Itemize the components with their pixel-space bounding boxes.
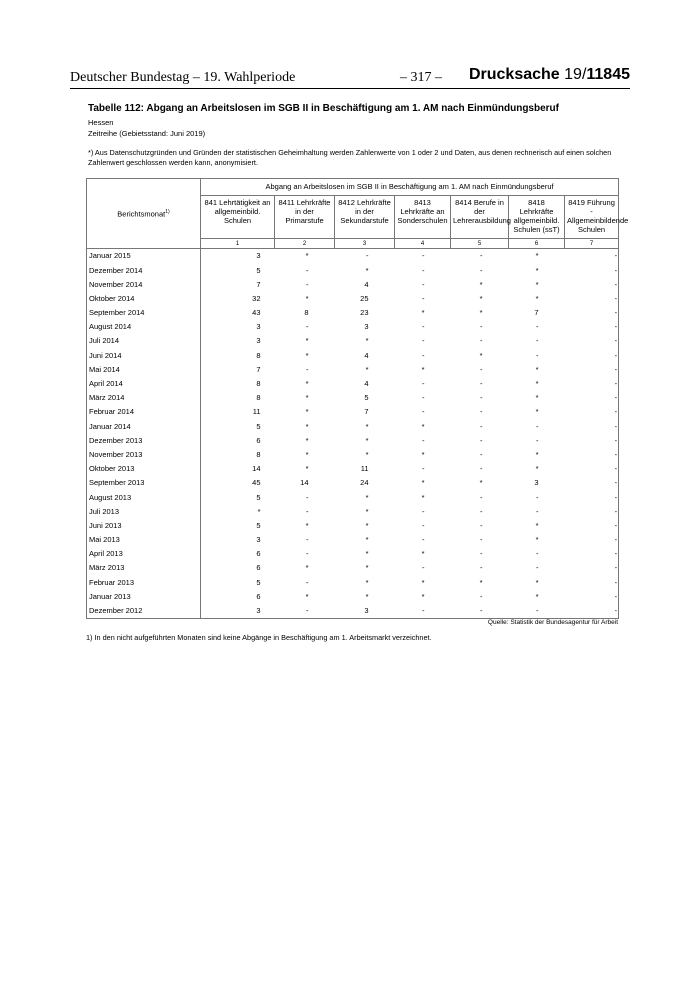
cell-value: 7 <box>256 279 261 289</box>
cell-value: 14 <box>300 478 309 488</box>
group-header: Abgang an Arbeitslosen im SGB II in Beschäftigung am 1. AM nach Einmündungsberuf <box>201 179 619 196</box>
cell-value: - <box>565 405 619 419</box>
row-month: Februar 2013 <box>87 575 201 589</box>
cell-value: 6 <box>256 563 261 573</box>
column-index: 5 <box>451 239 509 249</box>
table-row <box>87 604 619 619</box>
cell-value: 5 <box>364 393 369 403</box>
table-row <box>87 490 619 504</box>
cell-value: * <box>421 449 425 459</box>
table-row <box>87 561 619 575</box>
cell-value: - <box>565 391 619 405</box>
cell-value: - <box>480 251 483 261</box>
cell-value: * <box>365 577 369 587</box>
cell-value: - <box>480 336 483 346</box>
source-note: Quelle: Statistik der Bundesagentur für Arbeit <box>487 619 618 626</box>
cell-value: * <box>421 549 425 559</box>
row-month: April 2014 <box>87 377 201 391</box>
row-month: September 2013 <box>87 476 201 490</box>
cell-value: - <box>422 407 425 417</box>
cell-value: 25 <box>360 293 369 303</box>
table-row <box>87 433 619 447</box>
cell-value: * <box>535 449 539 459</box>
cell-value: - <box>565 263 619 277</box>
column-header: 8418 Lehrkräfte allgemeinbild. Schulen (ssT) <box>509 196 565 239</box>
header-drucksache-label: Drucksache <box>468 66 560 83</box>
cell-value: - <box>306 364 309 374</box>
table-row <box>87 419 619 433</box>
column-index: 7 <box>565 239 619 249</box>
cell-value: * <box>305 435 309 445</box>
table-row <box>87 277 619 291</box>
cell-value: 4 <box>364 350 369 360</box>
cell-value: - <box>480 407 483 417</box>
cell-value: * <box>365 549 369 559</box>
cell-value: - <box>422 464 425 474</box>
cell-value: * <box>365 591 369 601</box>
cell-value: 3 <box>534 478 539 488</box>
cell-value: 11 <box>252 407 261 417</box>
cell-value: - <box>395 604 451 619</box>
cell-value: * <box>305 421 309 431</box>
cell-value: - <box>366 251 369 261</box>
cell-value: 43 <box>252 308 261 318</box>
cell-value: 5 <box>256 421 261 431</box>
cell-value: 6 <box>256 435 261 445</box>
cell-value: * <box>479 279 483 289</box>
cell-value: * <box>535 577 539 587</box>
cell-value: - <box>565 504 619 518</box>
table-row <box>87 405 619 419</box>
cell-value: 6 <box>256 549 261 559</box>
cell-value: - <box>422 322 425 332</box>
cell-value: - <box>536 492 539 502</box>
cell-value: - <box>451 604 509 619</box>
cell-value: - <box>422 393 425 403</box>
cell-value: 7 <box>364 407 369 417</box>
column-index: 2 <box>275 239 335 249</box>
cell-value: - <box>536 322 539 332</box>
cell-value: 5 <box>256 520 261 530</box>
table-title: Tabelle 112: Abgang an Arbeitslosen im SGB II in Beschäftigung am 1. AM nach Einmündungsberuf <box>88 103 559 114</box>
row-month: März 2013 <box>87 561 201 575</box>
cell-value: 32 <box>252 293 261 303</box>
cell-value: * <box>365 265 369 275</box>
table-body <box>87 249 619 619</box>
cell-value: * <box>305 563 309 573</box>
cell-value: - <box>565 533 619 547</box>
cell-value: * <box>535 535 539 545</box>
column-index: 1 <box>201 239 275 249</box>
table-row <box>87 519 619 533</box>
cell-value: * <box>305 293 309 303</box>
cell-value: 5 <box>256 265 261 275</box>
cell-value: - <box>565 433 619 447</box>
footnote: 1) In den nicht aufgeführten Monaten sind keine Abgänge in Beschäftigung am 1. Arbeitsmarkt verzeichnet. <box>86 633 432 642</box>
cell-value: - <box>480 265 483 275</box>
cell-value: - <box>480 464 483 474</box>
table-row <box>87 320 619 334</box>
cell-value: - <box>536 435 539 445</box>
cell-value: * <box>535 591 539 601</box>
table-row <box>87 575 619 589</box>
cell-value: - <box>480 492 483 502</box>
row-month: November 2013 <box>87 448 201 462</box>
row-month: November 2014 <box>87 277 201 291</box>
cell-value: - <box>536 350 539 360</box>
cell-value: - <box>306 577 309 587</box>
table-row <box>87 363 619 377</box>
cell-value: - <box>422 350 425 360</box>
cell-value: - <box>565 377 619 391</box>
row-month: Mai 2014 <box>87 363 201 377</box>
cell-value: * <box>535 464 539 474</box>
cell-value: * <box>305 520 309 530</box>
cell-value: * <box>421 364 425 374</box>
table-row <box>87 462 619 476</box>
cell-value: * <box>305 336 309 346</box>
cell-value: * <box>421 492 425 502</box>
cell-value: * <box>479 478 483 488</box>
cell-value: - <box>565 292 619 306</box>
cell-value: * <box>535 520 539 530</box>
cell-value: * <box>421 577 425 587</box>
cell-value: - <box>509 604 565 619</box>
cell-value: - <box>565 561 619 575</box>
cell-value: * <box>365 492 369 502</box>
row-month: August 2013 <box>87 490 201 504</box>
row-header-footnote-mark: 1) <box>165 208 170 215</box>
cell-value: - <box>565 604 619 619</box>
cell-value: 8 <box>256 350 261 360</box>
cell-value: - <box>306 506 309 516</box>
row-month: Oktober 2014 <box>87 292 201 306</box>
table-row <box>87 448 619 462</box>
cell-value: - <box>565 476 619 490</box>
cell-value: 4 <box>364 279 369 289</box>
table-row <box>87 306 619 320</box>
table-row <box>87 292 619 306</box>
cell-value: 3 <box>256 535 261 545</box>
table-row <box>87 334 619 348</box>
cell-value: - <box>565 448 619 462</box>
column-index: 6 <box>509 239 565 249</box>
cell-value: - <box>565 590 619 604</box>
cell-value: - <box>480 393 483 403</box>
cell-value: - <box>565 334 619 348</box>
cell-value: - <box>565 419 619 433</box>
cell-value: 8 <box>304 308 309 318</box>
table-row <box>87 249 619 264</box>
cell-value: - <box>306 322 309 332</box>
row-month: Oktober 2013 <box>87 462 201 476</box>
cell-value: - <box>565 277 619 291</box>
cell-value: - <box>565 462 619 476</box>
cell-value: - <box>422 293 425 303</box>
cell-value: - <box>565 363 619 377</box>
row-month: Dezember 2013 <box>87 433 201 447</box>
cell-value: * <box>365 435 369 445</box>
header-drucksache-number: 11845 <box>586 66 630 83</box>
cell-value: 5 <box>256 492 261 502</box>
cell-value: * <box>479 308 483 318</box>
cell-value: * <box>421 308 425 318</box>
cell-value: - <box>306 265 309 275</box>
table-row <box>87 476 619 490</box>
cell-value: 14 <box>252 464 261 474</box>
table-row <box>87 590 619 604</box>
cell-value: * <box>365 520 369 530</box>
cell-value: - <box>536 506 539 516</box>
row-month: Januar 2013 <box>87 590 201 604</box>
cell-value: - <box>422 535 425 545</box>
region-label: Hessen <box>88 118 114 127</box>
cell-value: - <box>480 364 483 374</box>
row-month: April 2013 <box>87 547 201 561</box>
cell-value: - <box>565 547 619 561</box>
cell-value: * <box>305 251 309 261</box>
cell-value: * <box>305 407 309 417</box>
cell-value: - <box>306 535 309 545</box>
cell-value: * <box>421 478 425 488</box>
cell-value: 8 <box>256 379 261 389</box>
cell-value: * <box>365 421 369 431</box>
cell-value: - <box>422 506 425 516</box>
cell-value: - <box>565 575 619 589</box>
header-drucksache-period: 19/ <box>564 66 587 83</box>
cell-value: 23 <box>360 308 369 318</box>
row-month: Dezember 2012 <box>87 604 201 619</box>
row-header-label: Berichtsmonat <box>117 209 166 218</box>
cell-value: - <box>480 449 483 459</box>
cell-value: * <box>479 350 483 360</box>
column-header: 8419 Führung - Allgemeinbildende Schulen <box>565 196 619 239</box>
cell-value: * <box>479 577 483 587</box>
cell-value: 6 <box>256 591 261 601</box>
cell-value: - <box>565 249 619 264</box>
column-header: 8414 Berufe in der Lehrerausbildung <box>451 196 509 239</box>
cell-value: - <box>422 265 425 275</box>
cell-value: * <box>421 421 425 431</box>
header-publication: Deutscher Bundestag – 19. Wahlperiode <box>70 70 296 85</box>
table-row <box>87 504 619 518</box>
table-row <box>87 348 619 362</box>
row-month: Juli 2013 <box>87 504 201 518</box>
cell-value: - <box>306 492 309 502</box>
column-header: 841 Lehrtätigkeit an allgemeinbild. Schulen <box>201 196 275 239</box>
header-page-number: – 317 – <box>400 70 442 85</box>
cell-value: 3 <box>335 604 395 619</box>
row-month: Juni 2014 <box>87 348 201 362</box>
cell-value: - <box>306 549 309 559</box>
table-row <box>87 533 619 547</box>
cell-value: 8 <box>256 393 261 403</box>
cell-value: - <box>480 322 483 332</box>
cell-value: * <box>365 364 369 374</box>
cell-value: * <box>535 393 539 403</box>
cell-value: - <box>536 563 539 573</box>
cell-value: 3 <box>201 604 275 619</box>
cell-value: * <box>365 449 369 459</box>
row-month: Mai 2013 <box>87 533 201 547</box>
row-month: Dezember 2014 <box>87 263 201 277</box>
cell-value: 3 <box>364 322 369 332</box>
cell-value: - <box>275 604 335 619</box>
cell-value: * <box>305 449 309 459</box>
column-index: 3 <box>335 239 395 249</box>
row-month: September 2014 <box>87 306 201 320</box>
cell-value: - <box>565 306 619 320</box>
cell-value: - <box>480 421 483 431</box>
row-month: Januar 2014 <box>87 419 201 433</box>
cell-value: * <box>305 591 309 601</box>
cell-value: 3 <box>256 251 261 261</box>
cell-value: * <box>257 506 261 516</box>
cell-value: * <box>305 393 309 403</box>
table-row <box>87 377 619 391</box>
cell-value: * <box>535 379 539 389</box>
column-header: 8413 Lehrkräfte an Sonderschulen <box>395 196 451 239</box>
cell-value: * <box>305 379 309 389</box>
cell-value: * <box>365 563 369 573</box>
cell-value: 7 <box>256 364 261 374</box>
cell-value: * <box>305 464 309 474</box>
page-header <box>70 66 630 89</box>
row-month: Januar 2015 <box>87 249 201 264</box>
table-row <box>87 263 619 277</box>
cell-value: 8 <box>256 449 261 459</box>
cell-value: - <box>422 279 425 289</box>
table-row <box>87 391 619 405</box>
row-month: Juli 2014 <box>87 334 201 348</box>
cell-value: - <box>480 563 483 573</box>
cell-value: * <box>535 293 539 303</box>
cell-value: - <box>480 435 483 445</box>
cell-value: - <box>536 336 539 346</box>
cell-value: 7 <box>534 308 539 318</box>
row-month: Juni 2013 <box>87 519 201 533</box>
row-month: Februar 2014 <box>87 405 201 419</box>
anonymization-note: *) Aus Datenschutzgründen und Gründen der statistischen Geheimhaltung werden Zahlenwerte von 1 oder 2 und Daten, aus denen rechnerisch auf einen solchen Zahlenwert geschlossen werden kann, anonymisiert. <box>88 148 612 167</box>
row-header <box>87 179 201 249</box>
cell-value: 45 <box>252 478 261 488</box>
cell-value: * <box>535 364 539 374</box>
cell-value: - <box>422 336 425 346</box>
cell-value: - <box>565 320 619 334</box>
cell-value: - <box>536 421 539 431</box>
cell-value: - <box>536 549 539 559</box>
cell-value: 3 <box>256 322 261 332</box>
cell-value: * <box>365 535 369 545</box>
cell-value: 3 <box>256 336 261 346</box>
zeitreihe-label: Zeitreihe (Gebietsstand: Juni 2019) <box>88 129 206 138</box>
data-table <box>86 178 629 619</box>
cell-value: - <box>422 251 425 261</box>
column-header: 8412 Lehrkräfte in der Sekundarstufe <box>335 196 395 239</box>
cell-value: - <box>565 490 619 504</box>
column-header: 8411 Lehrkräfte in der Primarstufe <box>275 196 335 239</box>
row-month: August 2014 <box>87 320 201 334</box>
cell-value: * <box>421 591 425 601</box>
cell-value: - <box>565 348 619 362</box>
cell-value: * <box>305 350 309 360</box>
cell-value: * <box>479 293 483 303</box>
cell-value: * <box>365 506 369 516</box>
cell-value: - <box>480 591 483 601</box>
column-index: 4 <box>395 239 451 249</box>
cell-value: 24 <box>360 478 369 488</box>
cell-value: - <box>565 519 619 533</box>
cell-value: - <box>480 506 483 516</box>
cell-value: - <box>422 563 425 573</box>
cell-value: - <box>480 535 483 545</box>
cell-value: 11 <box>360 464 369 474</box>
cell-value: - <box>480 520 483 530</box>
cell-value: * <box>535 265 539 275</box>
cell-value: - <box>480 549 483 559</box>
cell-value: - <box>422 520 425 530</box>
header-drucksache <box>469 66 630 84</box>
cell-value: - <box>306 279 309 289</box>
cell-value: * <box>365 336 369 346</box>
cell-value: * <box>535 407 539 417</box>
cell-value: - <box>422 435 425 445</box>
cell-value: * <box>535 251 539 261</box>
cell-value: 4 <box>364 379 369 389</box>
cell-value: 5 <box>256 577 261 587</box>
row-month: März 2014 <box>87 391 201 405</box>
cell-value: - <box>422 379 425 389</box>
cell-value: - <box>480 379 483 389</box>
table-row <box>87 547 619 561</box>
cell-value: * <box>535 279 539 289</box>
